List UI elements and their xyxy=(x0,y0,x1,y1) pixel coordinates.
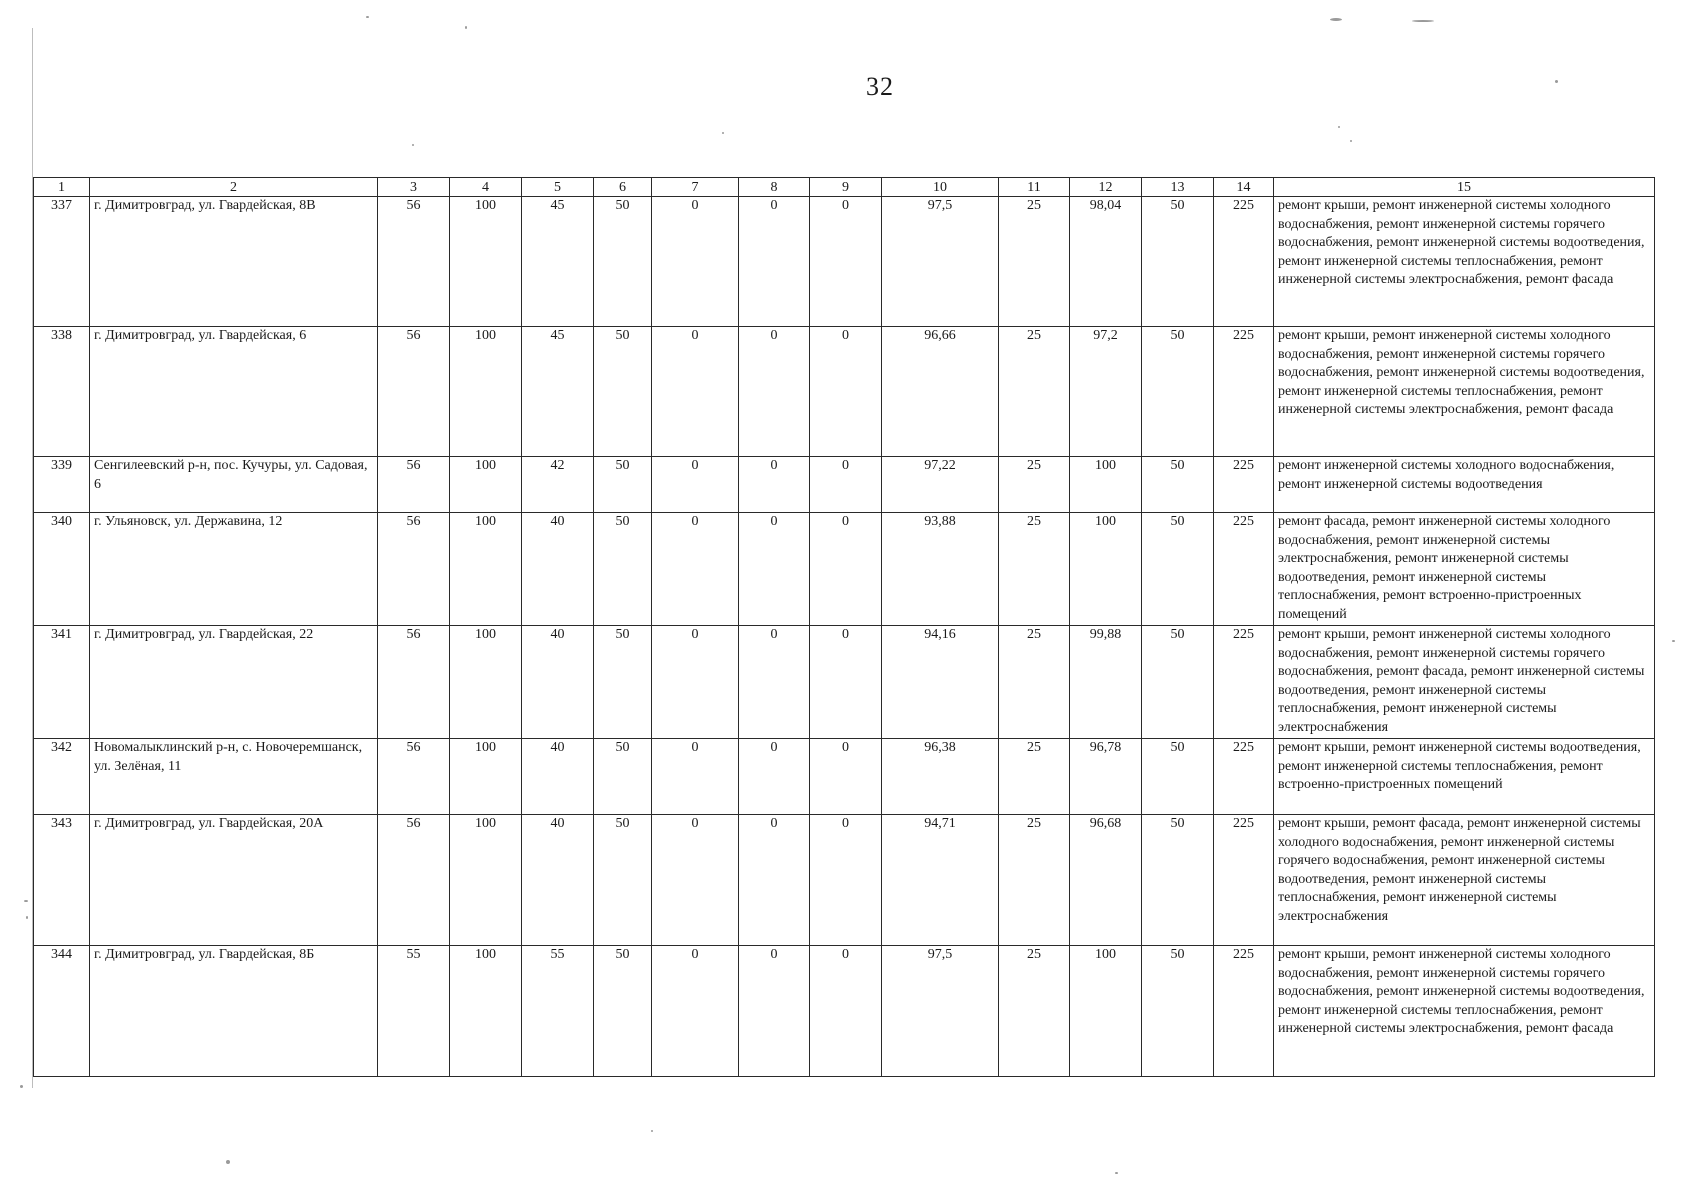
table-row xyxy=(34,327,1655,457)
column-header: 2 xyxy=(90,178,378,197)
row-number-cell: 338 xyxy=(34,327,90,457)
value-cell: 25 xyxy=(999,626,1070,739)
value-cell: 40 xyxy=(522,513,594,626)
works-cell: ремонт инженерной системы холодного водоснабжения, ремонт инженерной системы водоотведения xyxy=(1274,457,1655,513)
value-cell: 50 xyxy=(1142,739,1214,815)
value-cell: 0 xyxy=(810,739,882,815)
address-cell: Сенгилеевский р-н, пос. Кучуры, ул. Садовая, 6 xyxy=(90,457,378,513)
value-cell: 56 xyxy=(378,197,450,327)
value-cell: 55 xyxy=(522,946,594,1077)
table-row xyxy=(34,513,1655,626)
works-cell: ремонт крыши, ремонт инженерной системы холодного водоснабжения, ремонт инженерной системы горячего водоснабжения, ремонт инженерной системы водоотведения, ремонт инженерной системы теплоснабжения, ремонт инженерной системы электроснабжения, ремонт фасада xyxy=(1274,327,1655,457)
value-cell: 0 xyxy=(652,327,739,457)
value-cell: 100 xyxy=(450,327,522,457)
address-cell: г. Димитровград, ул. Гвардейская, 22 xyxy=(90,626,378,739)
value-cell: 45 xyxy=(522,197,594,327)
value-cell: 50 xyxy=(1142,815,1214,946)
value-cell: 50 xyxy=(1142,626,1214,739)
value-cell: 50 xyxy=(1142,946,1214,1077)
column-header: 14 xyxy=(1214,178,1274,197)
row-number-cell: 343 xyxy=(34,815,90,946)
value-cell: 42 xyxy=(522,457,594,513)
value-cell: 100 xyxy=(1070,513,1142,626)
table-row xyxy=(34,626,1655,739)
row-number-cell: 337 xyxy=(34,197,90,327)
value-cell: 100 xyxy=(450,513,522,626)
value-cell: 56 xyxy=(378,626,450,739)
value-cell: 25 xyxy=(999,815,1070,946)
value-cell: 97,22 xyxy=(882,457,999,513)
value-cell: 25 xyxy=(999,513,1070,626)
value-cell: 100 xyxy=(450,815,522,946)
value-cell: 96,78 xyxy=(1070,739,1142,815)
value-cell: 99,88 xyxy=(1070,626,1142,739)
value-cell: 25 xyxy=(999,327,1070,457)
value-cell: 96,66 xyxy=(882,327,999,457)
address-cell: г. Димитровград, ул. Гвардейская, 6 xyxy=(90,327,378,457)
row-number-cell: 340 xyxy=(34,513,90,626)
row-number-cell: 344 xyxy=(34,946,90,1077)
scan-speck xyxy=(1350,140,1352,142)
scan-speck xyxy=(651,1130,653,1132)
column-header: 8 xyxy=(739,178,810,197)
works-cell: ремонт крыши, ремонт фасада, ремонт инженерной системы холодного водоснабжения, ремонт инженерной системы горячего водоснабжения, ремонт инженерной системы водоотведения, ремонт инженерной системы теплоснабжения, ремонт инженерной системы электроснабжения xyxy=(1274,815,1655,946)
scan-speck xyxy=(24,900,28,902)
value-cell: 225 xyxy=(1214,739,1274,815)
column-header: 13 xyxy=(1142,178,1214,197)
value-cell: 45 xyxy=(522,327,594,457)
scan-speck xyxy=(412,144,414,146)
value-cell: 0 xyxy=(652,946,739,1077)
value-cell: 50 xyxy=(1142,513,1214,626)
row-number-cell: 342 xyxy=(34,739,90,815)
value-cell: 225 xyxy=(1214,815,1274,946)
table-row xyxy=(34,815,1655,946)
works-cell: ремонт крыши, ремонт инженерной системы холодного водоснабжения, ремонт инженерной системы горячего водоснабжения, ремонт фасада, ремонт инженерной системы водоотведения, ремонт инженерной системы теплоснабжения, ремонт инженерной системы электроснабжения xyxy=(1274,626,1655,739)
column-header: 11 xyxy=(999,178,1070,197)
column-header: 7 xyxy=(652,178,739,197)
value-cell: 0 xyxy=(652,815,739,946)
works-cell: ремонт крыши, ремонт инженерной системы холодного водоснабжения, ремонт инженерной системы горячего водоснабжения, ремонт инженерной системы водоотведения, ремонт инженерной системы теплоснабжения, ремонт инженерной системы электроснабжения, ремонт фасада xyxy=(1274,197,1655,327)
column-header: 15 xyxy=(1274,178,1655,197)
value-cell: 96,68 xyxy=(1070,815,1142,946)
value-cell: 55 xyxy=(378,946,450,1077)
column-header: 4 xyxy=(450,178,522,197)
repair-register-table xyxy=(33,177,1655,1077)
column-header: 10 xyxy=(882,178,999,197)
value-cell: 0 xyxy=(810,815,882,946)
value-cell: 0 xyxy=(810,626,882,739)
scan-speck xyxy=(26,916,28,919)
value-cell: 50 xyxy=(1142,457,1214,513)
scan-speck xyxy=(1338,126,1340,128)
value-cell: 56 xyxy=(378,815,450,946)
value-cell: 0 xyxy=(652,197,739,327)
table-row xyxy=(34,739,1655,815)
value-cell: 25 xyxy=(999,946,1070,1077)
scan-speck xyxy=(1672,640,1675,642)
works-cell: ремонт крыши, ремонт инженерной системы холодного водоснабжения, ремонт инженерной системы горячего водоснабжения, ремонт инженерной системы водоотведения, ремонт инженерной системы теплоснабжения, ремонт инженерной системы электроснабжения, ремонт фасада xyxy=(1274,946,1655,1077)
works-cell: ремонт крыши, ремонт инженерной системы водоотведения, ремонт инженерной системы теплоснабжения, ремонт встроенно-пристроенных помещений xyxy=(1274,739,1655,815)
value-cell: 0 xyxy=(739,626,810,739)
value-cell: 50 xyxy=(594,197,652,327)
value-cell: 100 xyxy=(450,626,522,739)
value-cell: 50 xyxy=(594,739,652,815)
address-cell: г. Димитровград, ул. Гвардейская, 20А xyxy=(90,815,378,946)
column-number-header-row xyxy=(34,178,1655,197)
value-cell: 50 xyxy=(1142,327,1214,457)
value-cell: 225 xyxy=(1214,457,1274,513)
value-cell: 225 xyxy=(1214,946,1274,1077)
value-cell: 97,5 xyxy=(882,197,999,327)
scan-speck xyxy=(226,1160,230,1164)
value-cell: 56 xyxy=(378,327,450,457)
value-cell: 0 xyxy=(739,946,810,1077)
value-cell: 97,5 xyxy=(882,946,999,1077)
value-cell: 0 xyxy=(652,513,739,626)
address-cell: г. Димитровград, ул. Гвардейская, 8Б xyxy=(90,946,378,1077)
value-cell: 0 xyxy=(739,457,810,513)
value-cell: 100 xyxy=(450,946,522,1077)
value-cell: 56 xyxy=(378,457,450,513)
column-header: 9 xyxy=(810,178,882,197)
value-cell: 25 xyxy=(999,739,1070,815)
value-cell: 225 xyxy=(1214,197,1274,327)
value-cell: 50 xyxy=(594,626,652,739)
value-cell: 100 xyxy=(1070,457,1142,513)
value-cell: 0 xyxy=(652,457,739,513)
value-cell: 50 xyxy=(594,946,652,1077)
scan-speck xyxy=(1115,1172,1118,1174)
scan-speck xyxy=(465,26,467,29)
value-cell: 225 xyxy=(1214,513,1274,626)
value-cell: 0 xyxy=(739,327,810,457)
value-cell: 40 xyxy=(522,815,594,946)
value-cell: 96,38 xyxy=(882,739,999,815)
value-cell: 0 xyxy=(810,197,882,327)
value-cell: 0 xyxy=(652,739,739,815)
value-cell: 94,71 xyxy=(882,815,999,946)
table-row xyxy=(34,197,1655,327)
scan-speck xyxy=(1412,20,1434,22)
value-cell: 50 xyxy=(594,327,652,457)
column-header: 6 xyxy=(594,178,652,197)
scan-speck xyxy=(20,1085,23,1088)
value-cell: 0 xyxy=(810,946,882,1077)
table-row xyxy=(34,946,1655,1077)
scan-speck xyxy=(366,16,369,18)
value-cell: 25 xyxy=(999,197,1070,327)
value-cell: 0 xyxy=(739,197,810,327)
value-cell: 0 xyxy=(739,815,810,946)
value-cell: 56 xyxy=(378,513,450,626)
value-cell: 225 xyxy=(1214,327,1274,457)
address-cell: г. Димитровград, ул. Гвардейская, 8В xyxy=(90,197,378,327)
scan-speck xyxy=(722,132,724,134)
value-cell: 0 xyxy=(810,513,882,626)
row-number-cell: 339 xyxy=(34,457,90,513)
scan-speck xyxy=(1555,80,1558,83)
value-cell: 50 xyxy=(594,513,652,626)
column-header: 5 xyxy=(522,178,594,197)
value-cell: 0 xyxy=(739,739,810,815)
page-number: 32 xyxy=(866,72,894,101)
value-cell: 93,88 xyxy=(882,513,999,626)
value-cell: 56 xyxy=(378,739,450,815)
address-cell: Новомалыклинский р-н, с. Новочеремшанск, ул. Зелёная, 11 xyxy=(90,739,378,815)
value-cell: 225 xyxy=(1214,626,1274,739)
value-cell: 40 xyxy=(522,739,594,815)
value-cell: 100 xyxy=(450,739,522,815)
scan-speck xyxy=(1330,18,1342,21)
value-cell: 50 xyxy=(594,457,652,513)
works-cell: ремонт фасада, ремонт инженерной системы холодного водоснабжения, ремонт инженерной системы электроснабжения, ремонт инженерной системы водоотведения, ремонт инженерной системы теплоснабжения, ремонт встроенно-пристроенных помещений xyxy=(1274,513,1655,626)
value-cell: 40 xyxy=(522,626,594,739)
value-cell: 25 xyxy=(999,457,1070,513)
value-cell: 50 xyxy=(594,815,652,946)
value-cell: 100 xyxy=(1070,946,1142,1077)
value-cell: 0 xyxy=(739,513,810,626)
column-header: 3 xyxy=(378,178,450,197)
row-number-cell: 341 xyxy=(34,626,90,739)
value-cell: 0 xyxy=(810,327,882,457)
value-cell: 100 xyxy=(450,457,522,513)
value-cell: 97,2 xyxy=(1070,327,1142,457)
value-cell: 0 xyxy=(810,457,882,513)
value-cell: 100 xyxy=(450,197,522,327)
value-cell: 50 xyxy=(1142,197,1214,327)
value-cell: 94,16 xyxy=(882,626,999,739)
column-header: 12 xyxy=(1070,178,1142,197)
address-cell: г. Ульяновск, ул. Державина, 12 xyxy=(90,513,378,626)
table-row xyxy=(34,457,1655,513)
value-cell: 0 xyxy=(652,626,739,739)
column-header: 1 xyxy=(34,178,90,197)
value-cell: 98,04 xyxy=(1070,197,1142,327)
